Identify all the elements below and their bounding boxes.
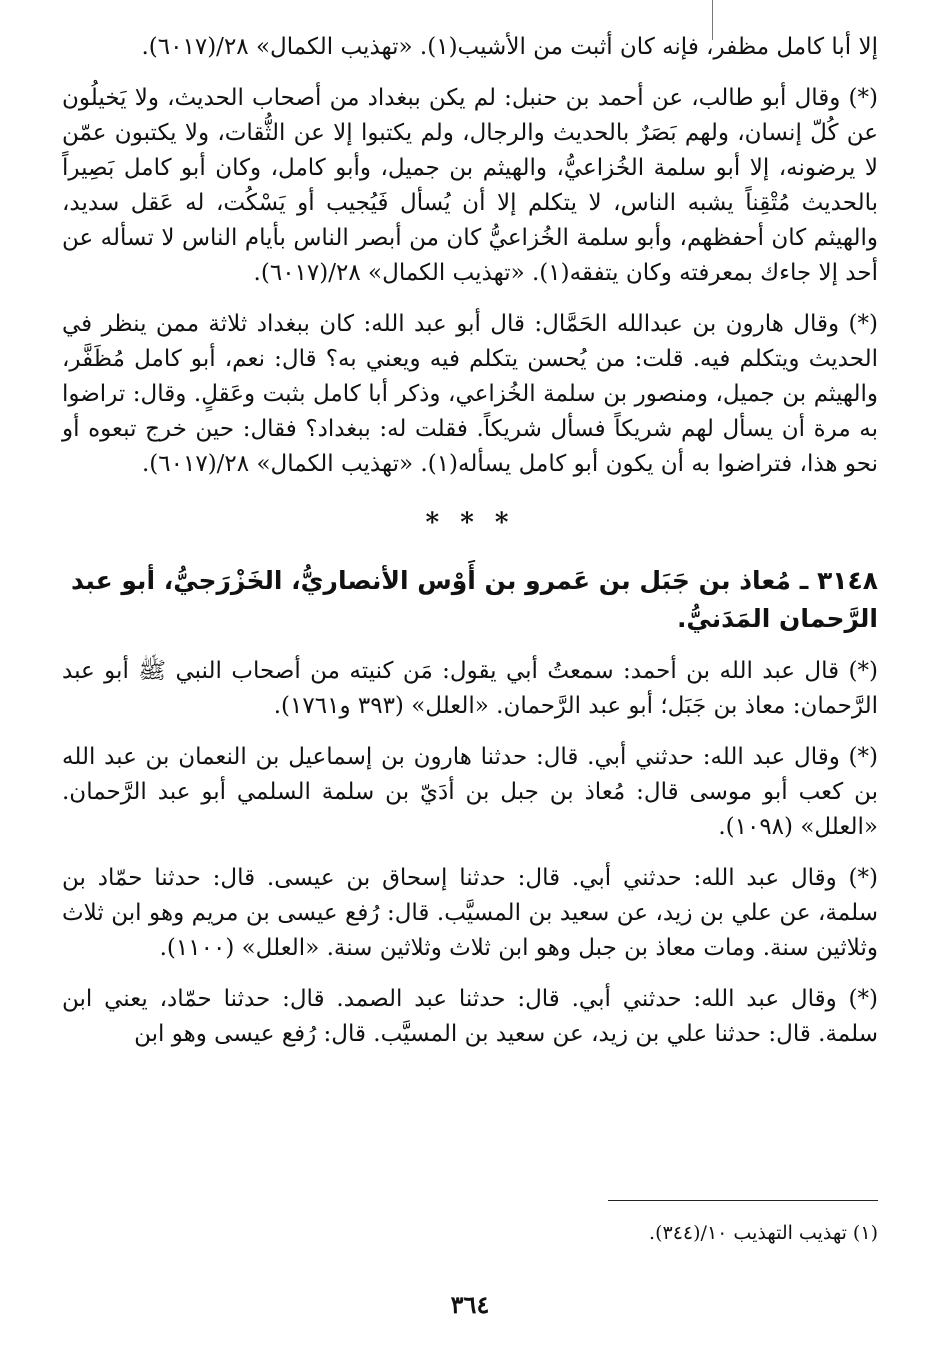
page-number: ٣٦٤	[450, 1290, 490, 1319]
section-separator: * * *	[425, 508, 515, 538]
footnote: (١) تهذيب التهذيب ١٠/(٣٤٤).	[649, 1222, 878, 1244]
paragraph-age-1: (*) وقال عبد الله: حدثني أبي. قال: حدثنا إسحاق بن عيسى. قال: حدثنا حمّاد بن سلمة، عن علي بن زيد، عن سعيد بن المسيَّب. قال: رُفع عيسى بن مريم وهو ابن ثلاث وثلاثين سنة. ومات معاذ بن جبل وهو ابن ثلاث وثلاثين سنة. «العلل» (١١٠٠).	[62, 865, 878, 961]
book-page	[62, 30, 878, 1322]
footnote-rule	[608, 1200, 878, 1201]
paragraph-continuation: إلا أبا كامل مظفر، فإنه كان أثبت من الأشيب(١). «تهذيب الكمال» ٢٨/(٦٠١٧).	[141, 34, 878, 60]
paragraph-harun: (*) وقال هارون بن عبدالله الحَمَّال: قال أبو عبد الله: كان ببغداد ثلاثة ممن ينظر في الحديث ويتكلم فيه. قلت: من يُحسن يتكلم فيه ويعني به؟ قال: نعم، أبو كامل مُظَفَّر، والهيثم بن جميل، ومنصور بن سلمة الخُزاعي، وذكر أبا كامل بثبت وعَقلٍ. وقال: تراضوا به مرة أن يسأل لهم شريكاً فسأل شريكاً. فقلت له: ببغداد؟ فقال: حين خرج تبعوه أو نحو هذا، فتراضوا به أن يكون أبو كامل يسأله(١). «تهذيب الكمال» ٢٨/(٦٠١٧).	[62, 311, 878, 477]
paragraph-age-2: (*) وقال عبد الله: حدثني أبي. قال: حدثنا عبد الصمد. قال: حدثنا حمّاد، يعني ابن سلمة. قال: حدثنا علي بن زيد، عن سعيد بن المسيَّب. قال: رُفع عيسى وهو ابن	[62, 986, 878, 1047]
entry-heading: ٣١٤٨ ـ مُعاذ بن جَبَل بن عَمرو بن أَوْس الأنصاريُّ، الخَزْرَجيُّ، أبو عبد الرَّحمان المَدَنيُّ.	[70, 566, 878, 633]
paragraph-lineage: (*) وقال عبد الله: حدثني أبي. قال: حدثنا هارون بن إسماعيل بن النعمان بن عبد الله بن كعب أبو موسى قال: مُعاذ بن جبل بن أدَيّ بن سلمة السلمي أبو عبد الرَّحمان. «العلل» (١٠٩٨).	[62, 744, 878, 840]
paragraph-abu-talib: (*) وقال أبو طالب، عن أحمد بن حنبل: لم يكن ببغداد من أصحاب الحديث، ولا يَخيلُون عن كُلّ إنسان، ولهم بَصَرٌ بالحديث والرجال، ولم يكتبوا إلا عن الثُّقات، ولا يكتبون عمّن لا يرضونه، إلا أبو سلمة الخُزاعيُّ، والهيثم بن جميل، وأبو كامل، وكان أبو كامل بَصِيراً بالحديث مُتْقِناً يشبه الناس، لا يتكلم إلا أن يُسأل فَيُجيب أو يَسْكُت، له عَقل سديد، والهيثم كان أحفظهم، وأبو سلمة الخُزاعيُّ كان من أبصر الناس بأيام الناس لا تسأله عن أحد إلا جاءك بمعرفته وكان يتفقه(١). «تهذيب الكمال» ٢٨/(٦٠١٧).	[62, 85, 878, 286]
paragraph-kunya: (*) قال عبد الله بن أحمد: سمعتُ أبي يقول: مَن كنيته من أصحاب النبي ﷺ أبو عبد الرَّحمان: معاذ بن جَبَل؛ أبو عبد الرَّحمان. «العلل» (٣٩٣ و١٧٦١).	[62, 658, 878, 719]
